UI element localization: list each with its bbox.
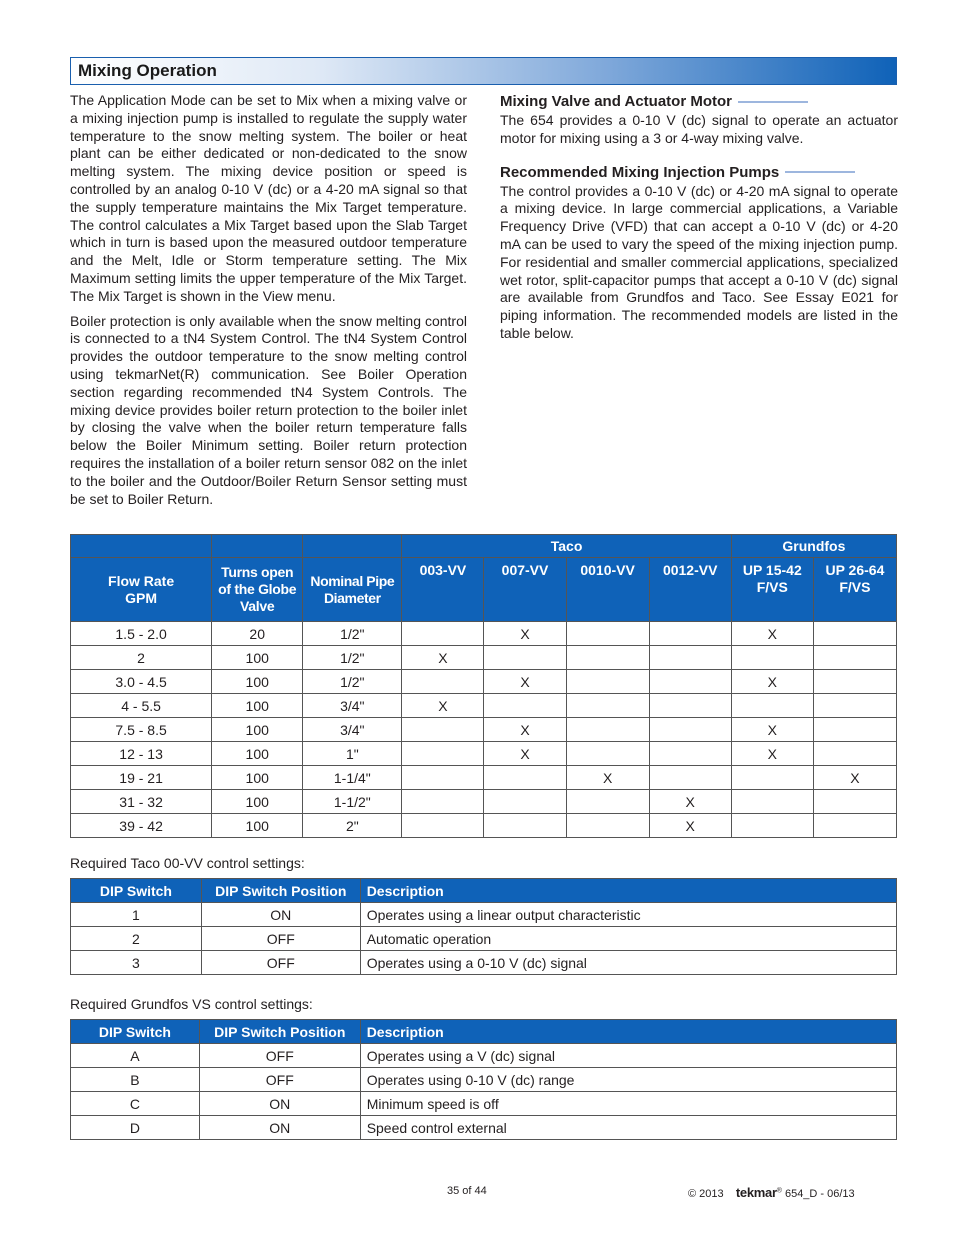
table-cell: 2: [71, 927, 202, 951]
table-row: [71, 903, 897, 927]
grundfos-1542-header: UP 15-42 F/VS: [731, 558, 813, 622]
table-cell: [566, 814, 649, 838]
pump-table-body: [71, 622, 897, 838]
dip-switch-header: DIP Switch: [71, 1020, 200, 1044]
table-cell: 1/2": [303, 670, 402, 694]
dip-position-header: DIP Switch Position: [201, 879, 360, 903]
table-cell: [649, 766, 731, 790]
table-cell: [566, 718, 649, 742]
table-cell: [813, 670, 896, 694]
table-cell: 100: [212, 718, 303, 742]
table-row: [71, 1092, 897, 1116]
table-cell: [484, 646, 566, 670]
blank-header: [212, 535, 303, 558]
table-cell: 1": [303, 742, 402, 766]
pumps-text: The control provides a 0-10 V (dc) or 4-20 mA signal to operate a mixing device. In large commercial applications, a Variable Frequency Drive (VFD) that can accept a 0-10 V (dc) or 4-20 mA can be used to vary the speed of the mixing injection pump. For residential and smaller commercial applications, specialized wet rotor, split-capacitor pumps that accept a 0-10 V (dc) signal are available from Grundfos and Taco. See Essay E021 for piping information. The recommended models are listed in the table below.: [500, 182, 898, 341]
table-cell: Operates using 0-10 V (dc) range: [360, 1068, 896, 1092]
table-cell: [813, 718, 896, 742]
table-cell: [813, 646, 896, 670]
table-cell: 100: [212, 790, 303, 814]
brand-logo: tekmar: [735, 1185, 777, 1200]
heading-rule: [785, 171, 855, 173]
table-cell: ON: [199, 1116, 360, 1140]
table-row: [71, 742, 897, 766]
grundfos-group-header: Grundfos: [731, 535, 896, 558]
table-row: [71, 718, 897, 742]
table-cell: 1-1/4": [303, 766, 402, 790]
taco-0010-header: 0010-VV: [566, 558, 649, 622]
table-cell: 39 - 42: [71, 814, 212, 838]
table-row: [71, 1068, 897, 1092]
table-cell: Minimum speed is off: [360, 1092, 896, 1116]
valve-heading: [500, 93, 898, 110]
table-cell: X: [484, 670, 566, 694]
table-cell: [566, 646, 649, 670]
table-cell: [731, 814, 813, 838]
table-cell: OFF: [201, 951, 360, 975]
blank-header: [71, 535, 212, 558]
page-number: 35 of 44: [447, 1185, 487, 1197]
table-cell: 1/2": [303, 622, 402, 646]
table-cell: X: [649, 814, 731, 838]
taco-settings-label: Required Taco 00-VV control settings:: [70, 855, 305, 871]
table-cell: [402, 814, 484, 838]
table-cell: X: [813, 766, 896, 790]
table-cell: Operates using a linear output characteristic: [360, 903, 896, 927]
grundfos-2664-header: UP 26-64 F/VS: [813, 558, 896, 622]
table-cell: X: [731, 622, 813, 646]
table-cell: 100: [212, 670, 303, 694]
heading-rule: [738, 101, 808, 103]
table-cell: A: [71, 1044, 200, 1068]
table-cell: [813, 790, 896, 814]
table-cell: [402, 766, 484, 790]
table-row: [71, 1044, 897, 1068]
taco-003-header: 003-VV: [402, 558, 484, 622]
paragraph: Boiler protection is only available when the snow melting control is connected to a tN4 System Control. The tN4 System Control provides the outdoor temperature to the snow melting control using tekmarNet(R) communication. See Boiler Operation section regarding recommended tN4 System Controls. The mixing device provides boiler return protection to the boiler inlet by closing the valve when the boiler return temperature falls below the Boiler Minimum setting. Boiler return protection requires the installation of a boiler return sensor 082 on the inlet to the boiler and the Outdoor/Boiler Return Sensor setting must be set to Boiler Return.: [70, 312, 467, 507]
table-row: [71, 646, 897, 670]
table-cell: 2: [71, 646, 212, 670]
dip-position-header: DIP Switch Position: [199, 1020, 360, 1044]
table-cell: 4 - 5.5: [71, 694, 212, 718]
turns-header: Turns open of the Globe Valve: [212, 558, 303, 622]
table-cell: X: [566, 766, 649, 790]
valve-text: The 654 provides a 0-10 V (dc) signal to operate an actuator motor for mixing using a 3 or 4-way mixing valve.: [500, 112, 898, 146]
left-column: [70, 92, 467, 515]
table-row: [71, 951, 897, 975]
table-cell: X: [484, 622, 566, 646]
taco-settings-table: [70, 878, 897, 975]
table-row: [71, 670, 897, 694]
table-cell: OFF: [201, 927, 360, 951]
table-row: [71, 814, 897, 838]
right-column: [500, 93, 898, 343]
table-cell: [402, 718, 484, 742]
pipe-header: Nominal Pipe Diameter: [303, 558, 402, 622]
table-cell: 100: [212, 766, 303, 790]
table-cell: [649, 646, 731, 670]
table-cell: 19 - 21: [71, 766, 212, 790]
pump-table: [70, 534, 897, 838]
footer-info: © 2013 tekmar® 654_D - 06/13: [688, 1185, 855, 1200]
table-cell: 2": [303, 814, 402, 838]
table-cell: [566, 742, 649, 766]
valve-heading-text: Mixing Valve and Actuator Motor: [500, 93, 732, 110]
table-cell: [731, 790, 813, 814]
table-cell: [813, 742, 896, 766]
table-cell: [731, 646, 813, 670]
table-cell: D: [71, 1116, 200, 1140]
table-cell: 100: [212, 814, 303, 838]
table-cell: 3: [71, 951, 202, 975]
table-cell: OFF: [199, 1044, 360, 1068]
table-cell: 3/4": [303, 694, 402, 718]
table-cell: X: [402, 694, 484, 718]
description-header: Description: [360, 1020, 896, 1044]
taco-group-header: Taco: [402, 535, 731, 558]
table-cell: [731, 694, 813, 718]
blank-header: [303, 535, 402, 558]
grundfos-settings-table: [70, 1019, 897, 1140]
table-cell: [402, 622, 484, 646]
pumps-heading: [500, 164, 898, 181]
table-cell: 1.5 - 2.0: [71, 622, 212, 646]
table-cell: 100: [212, 646, 303, 670]
table-cell: [484, 790, 566, 814]
table-cell: 1/2": [303, 646, 402, 670]
copyright: © 2013: [688, 1188, 724, 1200]
table-cell: [731, 766, 813, 790]
section-title: Mixing Operation: [78, 61, 217, 80]
table-cell: X: [731, 670, 813, 694]
table-cell: [649, 742, 731, 766]
table-row: [71, 694, 897, 718]
table-cell: [566, 694, 649, 718]
taco-settings-body: [71, 903, 897, 975]
taco-007-header: 007-VV: [484, 558, 566, 622]
description-header: Description: [360, 879, 896, 903]
table-cell: [484, 814, 566, 838]
table-row: [71, 790, 897, 814]
table-cell: 100: [212, 742, 303, 766]
table-cell: [402, 742, 484, 766]
table-cell: [566, 670, 649, 694]
table-cell: 20: [212, 622, 303, 646]
table-cell: 1-1/2": [303, 790, 402, 814]
table-cell: [649, 622, 731, 646]
table-cell: [813, 814, 896, 838]
table-cell: 31 - 32: [71, 790, 212, 814]
table-cell: [566, 790, 649, 814]
table-row: [71, 927, 897, 951]
table-cell: 3.0 - 4.5: [71, 670, 212, 694]
table-row: [71, 622, 897, 646]
table-cell: [813, 694, 896, 718]
table-cell: X: [402, 646, 484, 670]
table-row: [71, 1116, 897, 1140]
table-cell: Operates using a V (dc) signal: [360, 1044, 896, 1068]
flow-rate-header: Flow Rate GPM: [71, 558, 212, 622]
table-row: [71, 766, 897, 790]
table-cell: OFF: [199, 1068, 360, 1092]
dip-switch-header: DIP Switch: [71, 879, 202, 903]
table-cell: X: [731, 742, 813, 766]
paragraph: The Application Mode can be set to Mix when a mixing valve or a mixing injection pump is installed to regulate the supply water temperature to the snow melting system. The boiler or heat plant can be either dedicated or non-dedicated to the snow melting system. The mixing device position or speed is controlled by an analog 0-10 V (dc) or a 4-20 mA signal so that the supply temperature maintains the Mix Target temperature. The control calculates a Mix Target based upon the Slab Target which in turn is based upon the measured outdoor temperature and the Melt, Idle or Storm temperature setting. The Mix Maximum setting limits the upper temperature of the Mix Target. The Mix Target is shown in the View menu.: [70, 92, 467, 304]
table-cell: [649, 718, 731, 742]
section-header: [70, 57, 897, 85]
grundfos-settings-label: Required Grundfos VS control settings:: [70, 996, 313, 1012]
table-cell: 7.5 - 8.5: [71, 718, 212, 742]
table-cell: 3/4": [303, 718, 402, 742]
table-cell: ON: [199, 1092, 360, 1116]
table-cell: Speed control external: [360, 1116, 896, 1140]
table-cell: C: [71, 1092, 200, 1116]
table-cell: [566, 622, 649, 646]
table-cell: 1: [71, 903, 202, 927]
table-cell: Operates using a 0-10 V (dc) signal: [360, 951, 896, 975]
table-cell: ON: [201, 903, 360, 927]
table-cell: [484, 694, 566, 718]
taco-0012-header: 0012-VV: [649, 558, 731, 622]
table-cell: 100: [212, 694, 303, 718]
table-cell: Automatic operation: [360, 927, 896, 951]
table-cell: [813, 622, 896, 646]
doc-code: 654_D - 06/13: [784, 1188, 855, 1200]
table-cell: B: [71, 1068, 200, 1092]
table-cell: [402, 670, 484, 694]
pumps-heading-text: Recommended Mixing Injection Pumps: [500, 163, 780, 181]
table-cell: [402, 790, 484, 814]
grundfos-settings-body: [71, 1044, 897, 1140]
table-cell: 12 - 13: [71, 742, 212, 766]
table-cell: X: [649, 790, 731, 814]
table-cell: X: [731, 718, 813, 742]
table-cell: X: [484, 742, 566, 766]
table-cell: [484, 766, 566, 790]
table-cell: [649, 694, 731, 718]
table-cell: [649, 670, 731, 694]
table-cell: X: [484, 718, 566, 742]
